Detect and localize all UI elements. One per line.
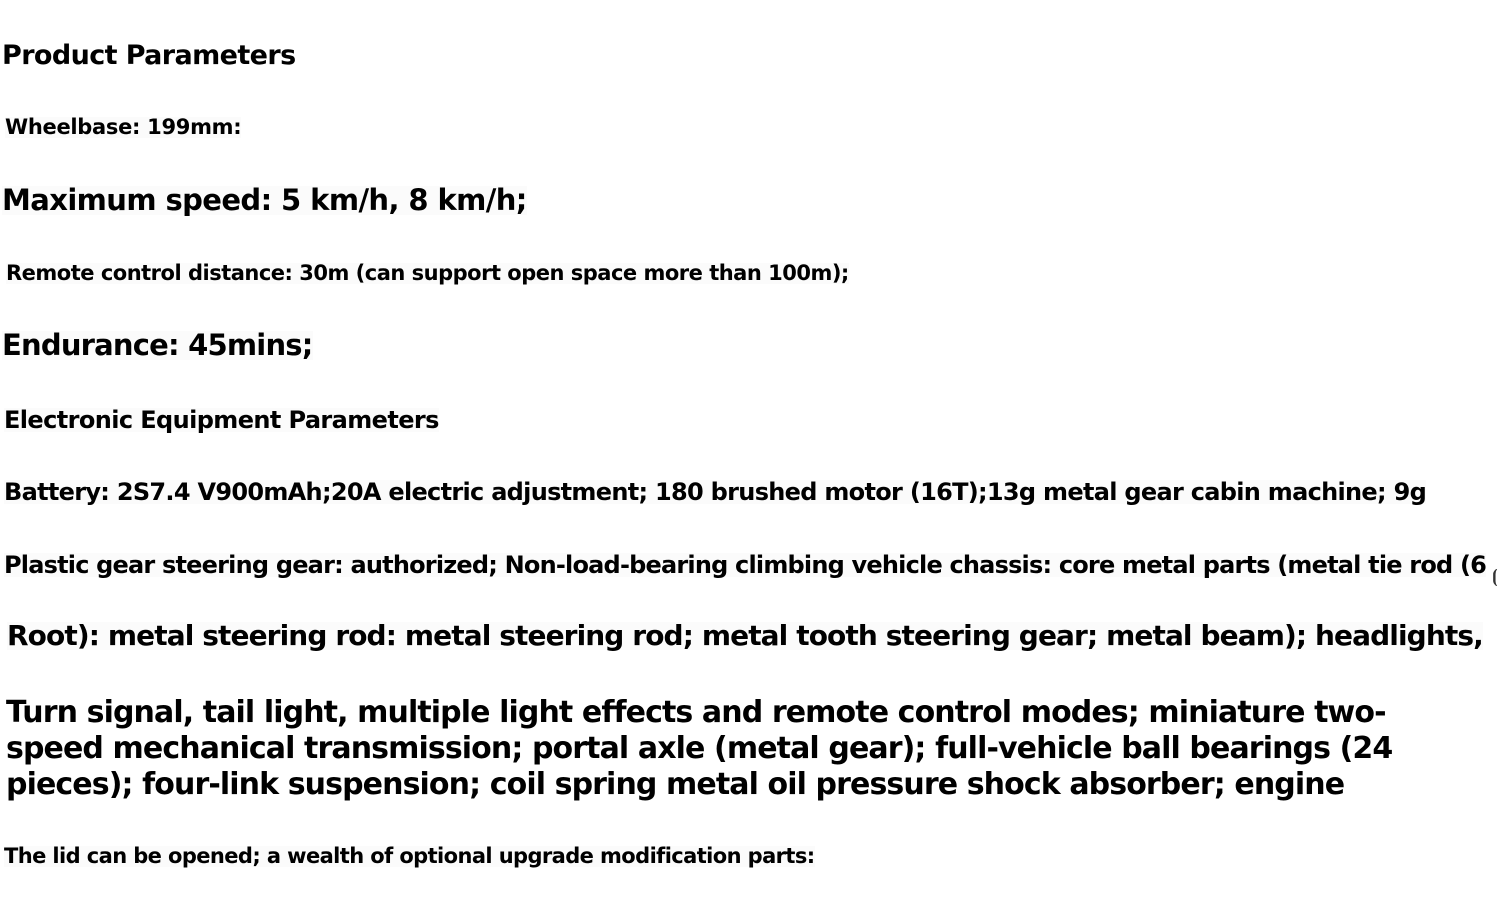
edge-artifact-icon: ⦗	[1492, 566, 1498, 587]
page-title: Product Parameters	[2, 40, 296, 71]
battery-line: Battery: 2S7.4 V900mAh;20A electric adjustment; 180 brushed motor (16T);13g metal gear cabin machine; 9g	[4, 478, 1427, 506]
steering-gear-line: Plastic gear steering gear: authorized; Non-load-bearing climbing vehicle chassis: core metal parts (metal tie rod (6	[4, 551, 1487, 579]
remote-distance-line: Remote control distance: 30m (can support open space more than 100m);	[6, 261, 849, 285]
metal-parts-line: Root): metal steering rod: metal steering rod; metal tooth steering gear; metal beam); headlights,	[7, 619, 1483, 652]
features-paragraph: Turn signal, tail light, multiple light effects and remote control modes; miniature two-speed mechanical transmission; portal axle (metal gear); full-vehicle ball bearings (24 pieces); four-link suspension; coil spring metal oil pressure shock absorber; engine	[6, 695, 1393, 802]
endurance-line: Endurance: 45mins;	[2, 328, 313, 362]
lid-line: The lid can be opened; a wealth of optional upgrade modification parts:	[4, 844, 815, 868]
wheelbase-line: Wheelbase: 199mm:	[5, 115, 242, 139]
max-speed-line: Maximum speed: 5 km/h, 8 km/h;	[2, 183, 527, 217]
section-heading-electronic: Electronic Equipment Parameters	[4, 406, 439, 434]
